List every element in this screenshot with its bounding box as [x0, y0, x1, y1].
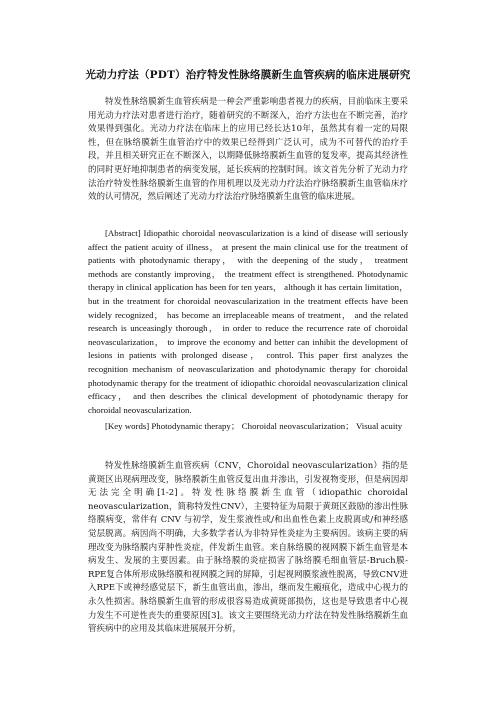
document-title: 光动力疗法（PDT）治疗特发性脉络膜新生血管疾病的临床进展研究: [85, 69, 411, 81]
abstract-chinese-paragraph: 特发性脉络膜新生血管疾病是一种会严重影响患者视力的疾病，目前临床主要采用光动力疗法对患者进行治疗，随着研究的不断深入，治疗方法也在不断完善，治疗效果得到强化。光动力疗法在临床上的应用已经长达10年，虽然其有着一定的局限性，但在脉络膜新生血管治疗中的效果已经得到广泛认可，成为不可替代的治疗手段，并且相关研究正在不断深入，以期降低脉络膜新生血管的复发率，提高其经济性的同时更好地抑制患者的病变发展，延长疾病的控制时间。该文首先分析了光动力疗法治疗特发性脉络膜新生血管的作用机理以及光动力疗法治疗脉络膜新生血管临床疗效的认可情况，然后阐述了光动力疗法治疗脉络膜新生血管的临床进展。: [88, 97, 408, 203]
introduction-paragraph: 特发性脉络膜新生血管疾病（CNV，Choroidal neovascularization）指的是黄斑区出现病理改变，脉络膜新生血管反复出血并渗出，引发视物变形，但是病因却无法完全明确[1-2]。特发性脉络膜新生血管（idiopathic choroidal neovascularization，简称特发性CNV），主要特征为局限于黄斑区鼓励的渗出性脉络膜病变，常伴有 CNV 与初学，发生浆液性或/和出血性色素上皮脱离或/和神经感觉层脱离。病因尚不明确，大多数学者认为非特异性炎症为主要病因。该病主要的病理改变为脉络膜内芽肿性炎症，伴发新生血管。来自脉络膜的视网膜下新生血管是本病发生、发展的主要因素。由于脉络膜的炎症损害了脉络膜毛细血管层-Bruch膜-RPE复合体所形成脉络膜和视网膜之间的屏障，引起视网膜浆液性脱离，导致CNV进入RPE下或神经感觉层下，新生血管出血，渗出，继而发生瘢痕化，造成中心视力的永久性损害。脉络膜新生血管的形成很容易造成黄斑部损伤，这也是导致患者中心视力发生不可逆性丧失的重要原因[3]。该文主要围绕光动力疗法在特发性脉络膜新生血管疾病中的应用及其临床进展展开分析，: [88, 461, 408, 635]
abstract-english-paragraph: [Abstract] Idiopathic choroidal neovascularization is a kind of disease will seriously affect the patient acuity of illness， at present the main clinical use for the treatment of patients with photodynamic therapy， with the deepening of the study， treatment methods are constantly improving， the treatment effect is strengthened. Photodynamic therapy in clinical application has been for ten years， although it has certain limitation， but in the treatment for choroidal neovascularization in the treatment effects have been widely recognized， has become an irreplaceable means of treatment， and the related research is unceasingly thorough， in order to reduce the recurrence rate of choroidal neovascularization， to improve the economy and better can inhibit the development of lesions in patients with prolonged disease， control. This paper first analyzes the recognition mechanism of neovascularization and photodynamic therapy for choroidal photodynamic therapy for the treatment of idiopathic choroidal neovascularization clinical efficacy， and then describes the clinical development of photodynamic therapy for choroidal neovascularization.: [88, 228, 408, 415]
keywords-paragraph: [Key words] Photodynamic therapy； Choroidal neovascularization； Visual acuity: [105, 421, 403, 431]
